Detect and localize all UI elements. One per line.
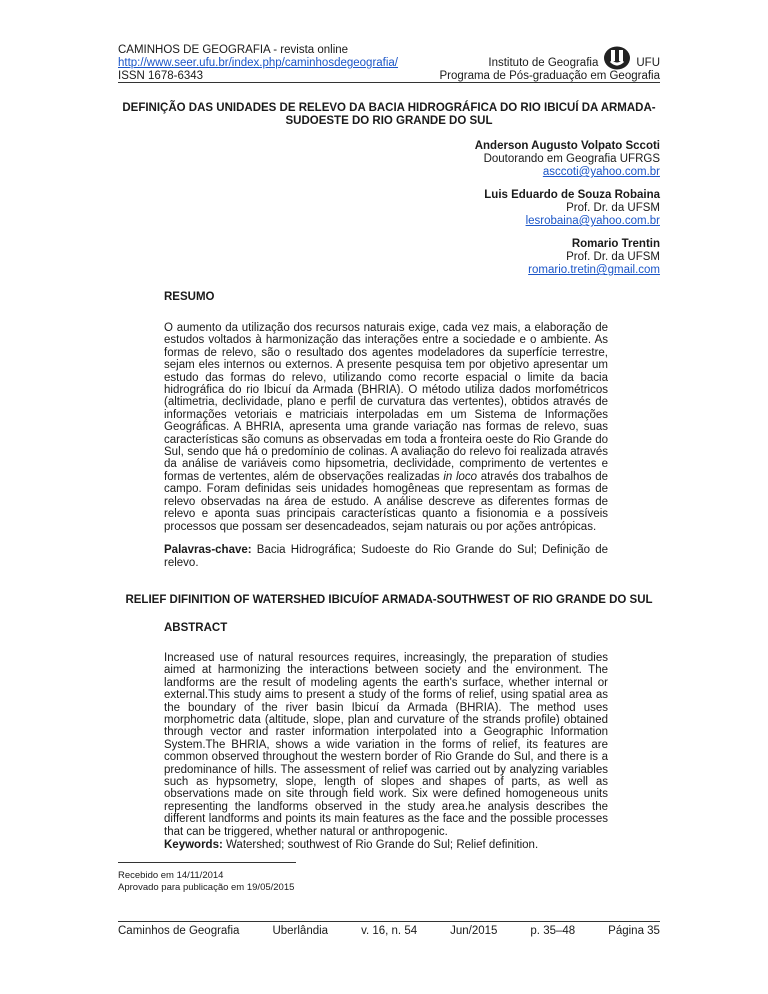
program-name: Programa de Pós-graduação em Geografia xyxy=(439,70,660,82)
received-date: Recebido em 14/11/2014 xyxy=(118,870,224,881)
author-affiliation: Doutorando em Geografia UFRGS xyxy=(483,153,660,165)
keywords-label: Keywords: xyxy=(164,839,223,851)
author-block xyxy=(360,140,660,179)
english-title: RELIEF DIFINITION OF WATERSHED IBICUÍOF ARMADA-SOUTHWEST OF RIO GRANDE DO SUL xyxy=(125,594,653,606)
author-block xyxy=(360,238,660,277)
author-affiliation: Prof. Dr. da UFSM xyxy=(566,251,660,263)
issn: ISSN 1678-6343 xyxy=(118,70,204,82)
resumo-italic-phrase: in loco xyxy=(443,470,478,483)
abstract-heading: ABSTRACT xyxy=(164,622,228,634)
footnote-divider xyxy=(118,862,296,863)
keywords xyxy=(164,839,608,852)
institute-name: Instituto de Geografia xyxy=(488,57,599,69)
keywords-text: Watershed; southwest of Rio Grande do Sul; Relief definition. xyxy=(222,839,539,851)
resumo-text xyxy=(164,322,608,533)
journal-header xyxy=(118,44,398,83)
author-affiliation: Prof. Dr. da UFSM xyxy=(566,202,660,214)
author-email-link[interactable]: asccoti@yahoo.com.br xyxy=(542,166,660,178)
resumo-heading: RESUMO xyxy=(164,291,215,303)
journal-url-link[interactable]: http://www.seer.ufu.br/index.php/caminhosdegeografia/ xyxy=(118,57,399,69)
author-name: Romario Trentin xyxy=(571,238,660,250)
institution-header xyxy=(430,46,660,83)
footer-divider xyxy=(118,921,660,922)
palavras-chave xyxy=(164,544,608,570)
author-name: Luis Eduardo de Souza Robaina xyxy=(484,189,660,201)
approved-date: Aprovado para publicação em 19/05/2015 xyxy=(118,882,295,893)
author-name: Anderson Augusto Volpato Sccoti xyxy=(474,140,660,152)
page-number: Página 35 xyxy=(608,925,660,937)
footer-journal: Caminhos de Geografia xyxy=(118,925,240,937)
article-title: DEFINIÇÃO DAS UNIDADES DE RELEVO DA BACIA HIDROGRÁFICA DO RIO IBICUÍ DA ARMADA-SUDOESTE DO RIO GRANDE DO SUL xyxy=(122,102,656,127)
footer-volume: v. 16, n. 54 xyxy=(361,925,418,937)
footer-pages: p. 35–48 xyxy=(530,925,576,937)
author-email-link[interactable]: romario.tretin@gmail.com xyxy=(528,264,660,276)
author-block xyxy=(360,189,660,228)
resumo-text-part: O aumento da utilização dos recursos naturais exige, cada vez mais, a elaboração de estudos voltados à harmonização das interações entre a sociedade e o ambiente. As formas de relevo, são o resultado dos agentes modeladores da superfície terrestre, sejam eles internos ou externos. A presente pesquisa tem por objetivo apresentar um estudo das formas do relevo, utilizando como recorte espacial o limite da bacia hidrográfica do rio Ibicuí da Armada (BHRIA). O método utiliza dados morfométricos (altimetria, declividade, plano e perfil de curvatura das vertentes), obtidos através de informações vetoriais e matriciais interpoladas em um Sistema de Informações Geográficas. A BHRIA, apresenta uma grande variação nas formas de relevo, suas características são comuns as observadas em toda a fronteira oeste do Rio Grande do Sul, sendo que há o predomínio de colinas. A avaliação do relevo foi realizada através da análise de variáveis como hipsometria, declividade, comprimento de vertentes e formas de vertentes, além de observações realizadas xyxy=(164,322,608,483)
keywords-text: Bacia Hidrográfica; Sudoeste do Rio Grande do Sul; Definição de relevo. xyxy=(164,544,608,569)
university-name: UFU xyxy=(636,57,660,69)
footnote xyxy=(118,870,294,894)
page-footer xyxy=(118,925,660,937)
journal-name: CAMINHOS DE GEOGRAFIA - revista online xyxy=(118,44,349,56)
keywords-label: Palavras-chave: xyxy=(164,544,252,556)
footer-date: Jun/2015 xyxy=(450,925,498,937)
author-email-link[interactable]: lesrobaina@yahoo.com.br xyxy=(525,215,660,227)
ufu-logo-icon xyxy=(602,46,632,70)
abstract-text: Increased use of natural resources requires, increasingly, the preparation of studies aimed at harmonizing the interactions between society and the environment. The landforms are the result of modeling agents the earth's surface, whether internal or external.This study aims to present a study of the forms of relief, using spatial area as the boundary of the river basin Ibicuí da Armada (BHRIA). The method uses morphometric data (altitude, slope, plan and curvature of the strands profile) obtained through vector and raster information interpolated into a Geographic Information System.The BHRIA, shows a wide variation in the forms of relief, its features are common observed throughout the western border of Rio Grande do Sul, and there is a predominance of hills. The assessment of relief was carried out by analyzing variables such as hypsometry, slope, length of slopes and shapes of parts, as well as observations made on site through field work. Six were defined homogeneous units representing the landforms observed in the study area.he analysis describes the different landforms and points its main features as the face and the possible processes that can be triggered, whether natural or anthropogenic. xyxy=(164,652,608,838)
footer-city: Uberlândia xyxy=(272,925,329,937)
header-divider xyxy=(118,82,660,83)
resumo-text-part: através dos trabalhos de campo. Foram definidas seis unidades homogêneas que representam as formas de relevo observadas na área de estudo. A análise descreve as diferentes formas de relevo e aponta suas principais características quanto a fisionomia e a possíveis processos que possam ser desencadeados, sejam naturais ou por ações antrópicas. xyxy=(164,470,609,533)
